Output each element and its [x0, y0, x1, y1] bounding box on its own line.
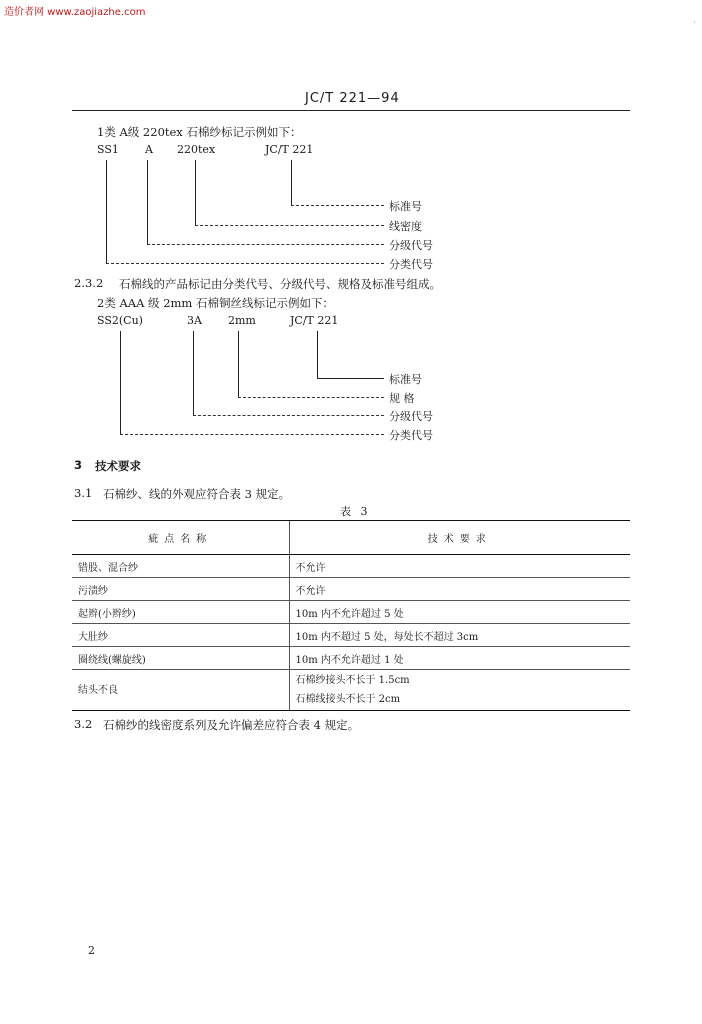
leader1-v-grade — [147, 160, 148, 244]
requirement-line: 石棉纱接头不长于 1.5cm — [295, 675, 410, 686]
clause-2-3-2-text: 石棉线的产品标记由分类代号、分级代号、规格及标准号组成。 — [119, 277, 441, 291]
header-rule — [72, 110, 630, 111]
defect-name: 起辫(小辫纱) — [72, 601, 289, 624]
requirement-line: 石棉线接头不长于 2cm — [295, 694, 401, 705]
leader2-h-grade — [193, 415, 384, 416]
header-technical-requirement: 技术要求 — [289, 521, 630, 555]
example1-code-grade: A — [145, 143, 153, 156]
clause-3-2-text: 石棉纱的线密度系列及允许偏差应符合表 4 规定。 — [103, 718, 360, 732]
example2-code-spec: 2mm — [228, 314, 256, 327]
example2-label-spec: 规 格 — [389, 392, 415, 405]
leader2-v-class — [120, 331, 121, 434]
table-row — [72, 670, 630, 711]
site-watermark: 造价者网 www.zaojiazhe.com — [4, 7, 146, 18]
example1-code-class: SS1 — [97, 143, 119, 156]
example1-label-grade: 分级代号 — [389, 239, 433, 252]
example2-title: 2类 AAA 级 2mm 石棉铜丝线标记示例如下： — [97, 296, 334, 310]
leader2-v-grade — [193, 331, 194, 415]
table-row — [72, 578, 630, 601]
example2-label-class: 分类代号 — [389, 429, 433, 442]
defect-name: 污渍纱 — [72, 578, 289, 601]
example1-label-standard: 标准号 — [389, 200, 422, 213]
defect-name: 错股、混合纱 — [72, 555, 289, 578]
page-number: 2 — [88, 944, 95, 957]
example1-label-class: 分类代号 — [389, 258, 433, 271]
leader2-h-spec — [238, 397, 384, 398]
example2-code-grade: 3A — [187, 314, 202, 327]
table-row — [72, 601, 630, 624]
leader1-h-spec — [195, 225, 384, 226]
table-row — [72, 555, 630, 578]
defect-name: 大肚纱 — [72, 624, 289, 647]
requirement: 10m 内不允许超过 1 处 — [289, 647, 630, 670]
table-row — [72, 624, 630, 647]
example2-code-class: SS2(Cu) — [97, 314, 143, 327]
section-3-title: 技术要求 — [95, 459, 141, 473]
example1-code-spec: 220tex — [177, 143, 216, 156]
leader1-h-class — [106, 263, 384, 264]
leader1-v-standard — [291, 160, 292, 205]
requirement: 10m 内不超过 5 处，每处长不超过 3cm — [289, 624, 630, 647]
leader1-h-grade — [147, 244, 384, 245]
leader2-v-spec — [238, 331, 239, 397]
header-defect-name: 疵点名称 — [72, 521, 289, 555]
standard-code-header: JC/T 221—94 — [305, 91, 400, 106]
example1-label-density: 线密度 — [389, 220, 422, 233]
example2-label-standard: 标准号 — [389, 373, 422, 386]
clause-2-3-2-number: 2.3.2 — [74, 276, 104, 290]
leader2-h-standard — [317, 378, 384, 379]
leader1-v-spec — [195, 160, 196, 225]
example2-code-standard: JC/T 221 — [290, 314, 339, 327]
leader2-h-class — [120, 434, 384, 435]
requirement: 不允许 — [289, 555, 630, 578]
corner-mark: · — [693, 18, 696, 28]
appearance-defects-table — [72, 520, 630, 711]
clause-3-1-text: 石棉纱、线的外观应符合表 3 规定。 — [103, 487, 291, 501]
leader1-v-class — [106, 160, 107, 263]
requirement: 不允许 — [289, 578, 630, 601]
table-header-row — [72, 521, 630, 555]
leader2-v-standard — [317, 331, 318, 378]
defect-name: 圈绕线(螺旋线) — [72, 647, 289, 670]
defect-name: 结头不良 — [72, 670, 289, 711]
example2-label-grade: 分级代号 — [389, 410, 433, 423]
table-row — [72, 647, 630, 670]
clause-3-2-number: 3.2 — [74, 717, 93, 731]
requirement-cell — [289, 670, 630, 711]
requirement: 10m 内不允许超过 5 处 — [289, 601, 630, 624]
example1-code-standard: JC/T 221 — [265, 143, 314, 156]
example1-title: 1类 A级 220tex 石棉纱标记示例如下： — [97, 125, 302, 139]
clause-3-1-number: 3.1 — [74, 486, 93, 500]
leader1-h-standard — [291, 205, 384, 206]
section-3-number: 3 — [74, 458, 83, 472]
table-3-caption: 表 3 — [340, 505, 371, 518]
